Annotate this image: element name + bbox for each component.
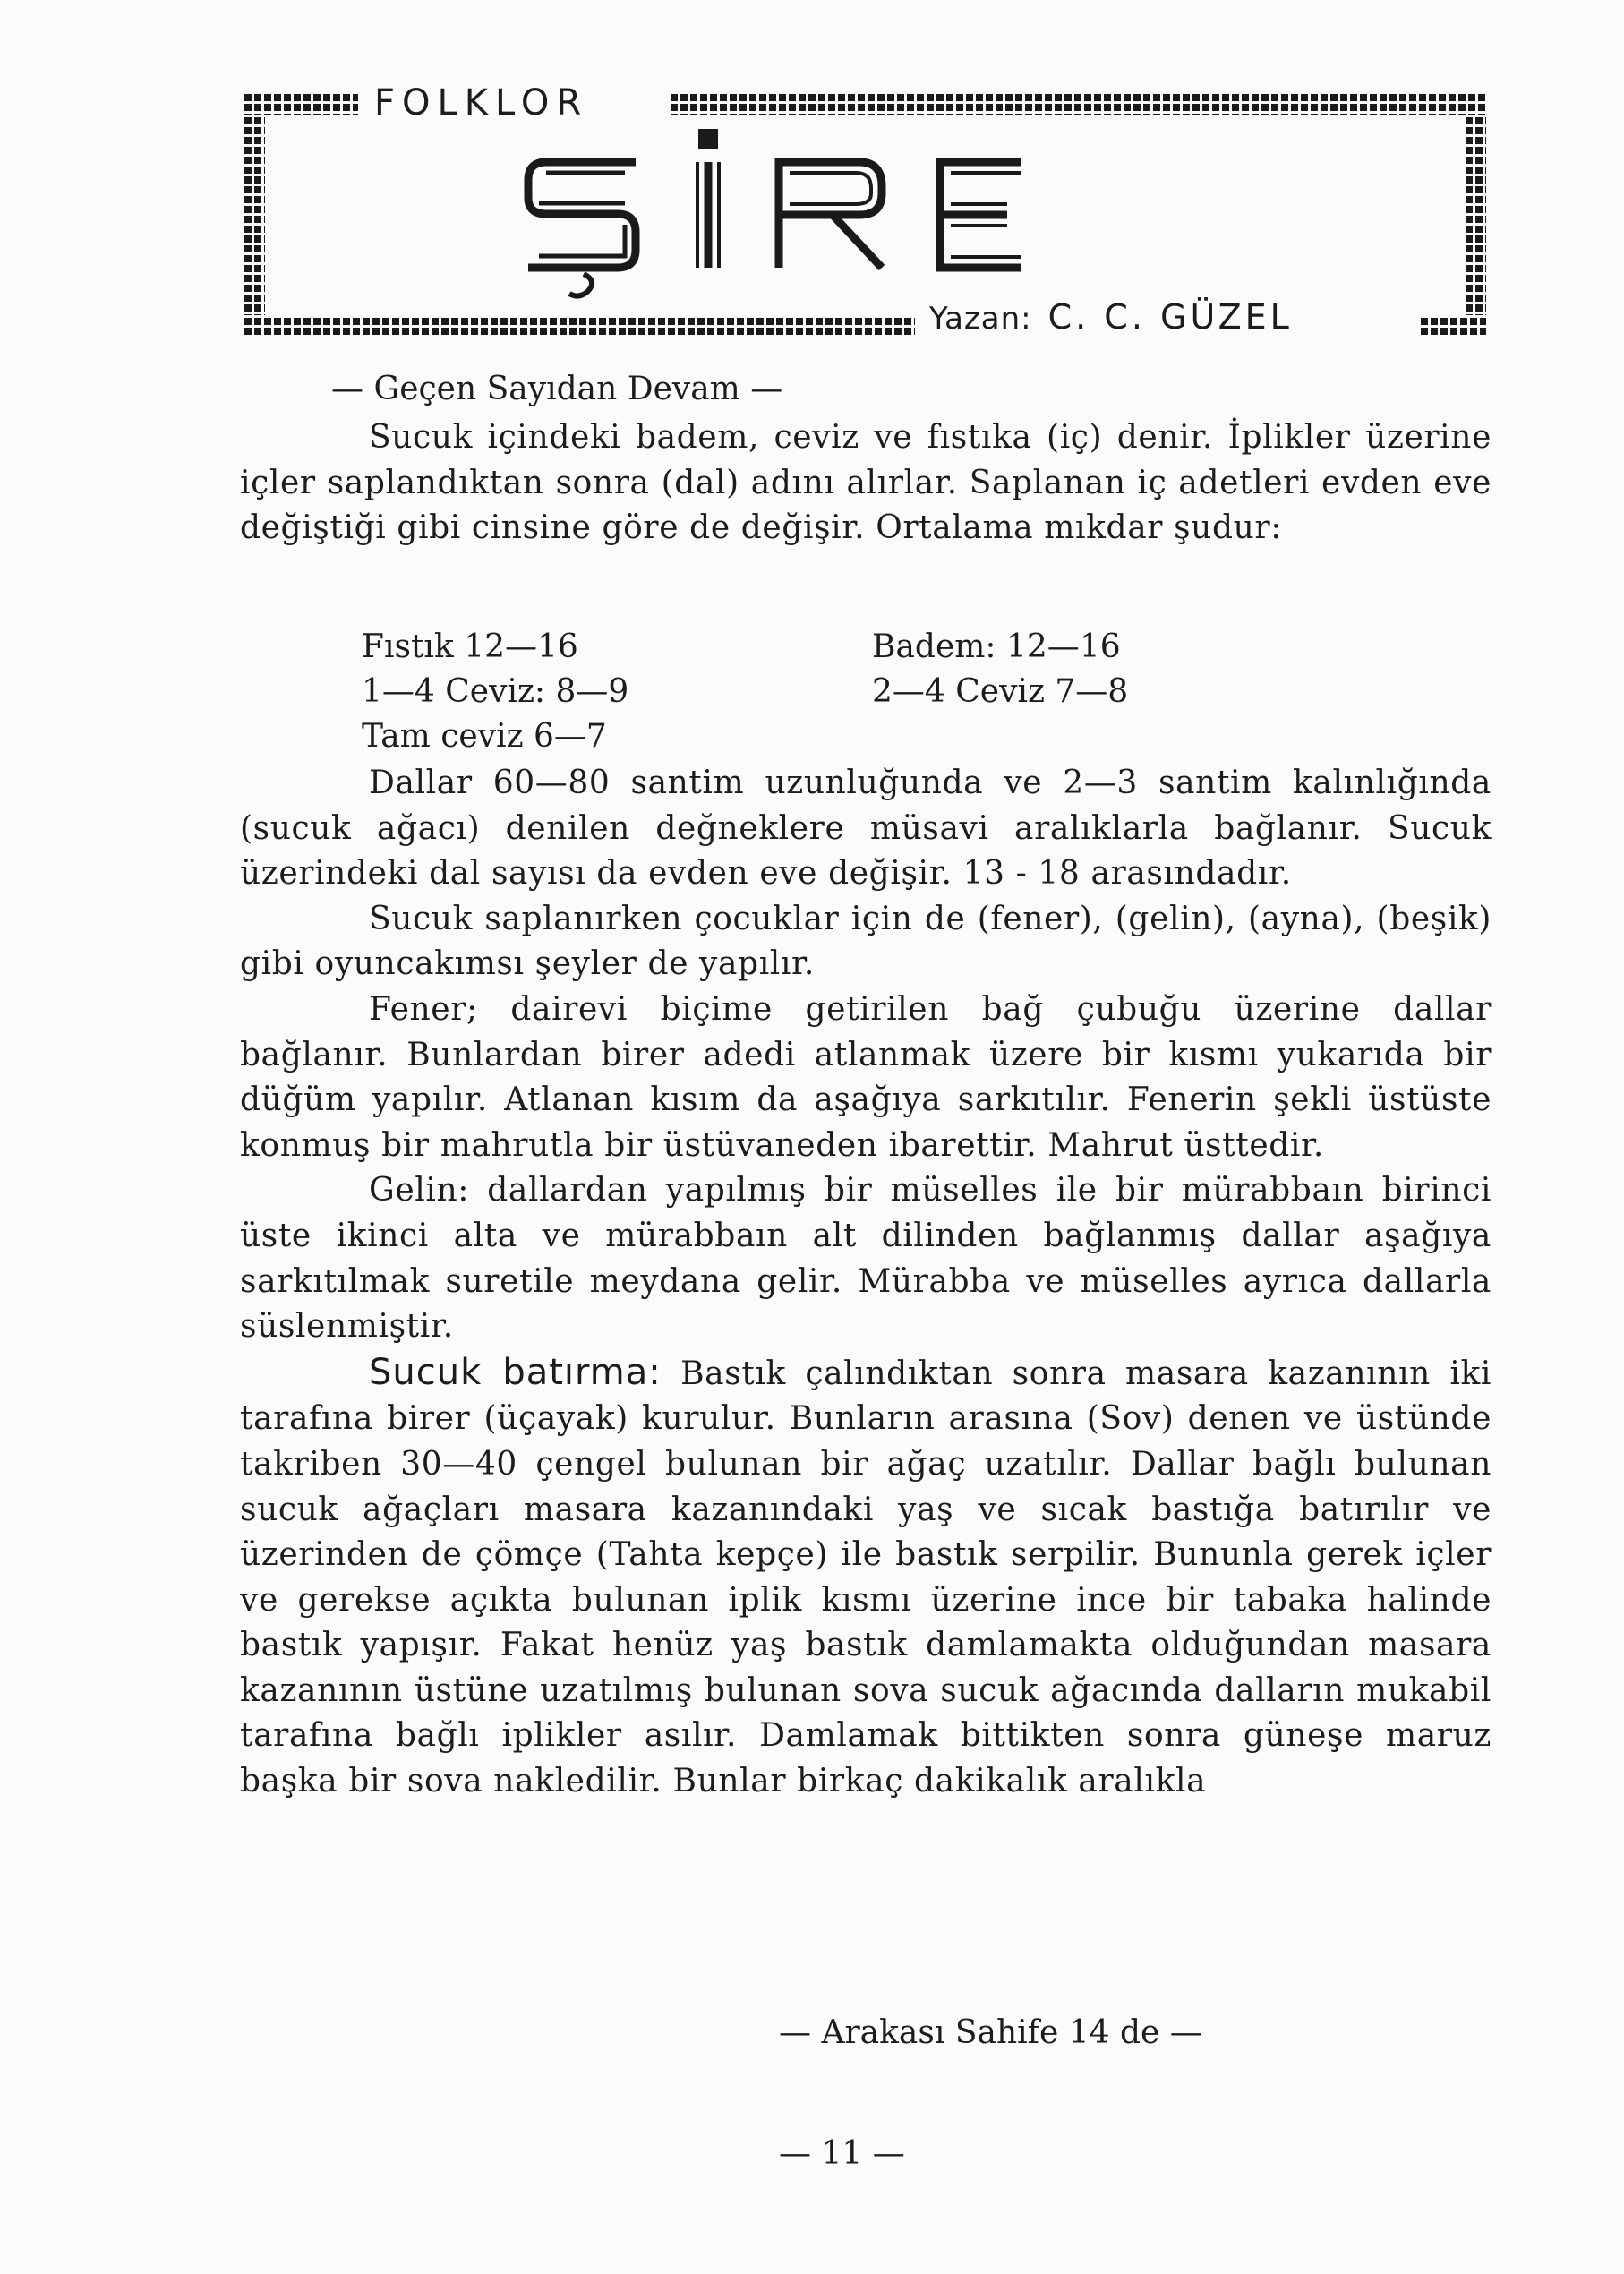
intro-paragraph: Sucuk içindeki badem, ceviz ve fıstıka (iç) denir. İplikler üzerine içler saplandıktan sonra (dal) adını alırlar. Saplanan iç adetleri evden eve değiştiği gibi cinsine göre de değişir. Ortalama mıkdar şudur: xyxy=(240,419,1492,547)
body-paragraph: Gelin: dallardan yapılmış bir müselles ile bir mürabbaın birinci üste ikinci alta ve mürabbaın alt dilinden bağlanmış dallar aşağıya sarkıtılmak suretile meydana gelir. Mürabba ve müselles ayrıca dallarla süslenmiştir. xyxy=(240,1172,1492,1346)
section-label: FOLKLOR xyxy=(374,82,589,124)
intro-paragraph-block xyxy=(240,415,1492,551)
title-lettering xyxy=(519,122,1074,301)
author-name: C. C. GÜZEL xyxy=(1047,297,1293,337)
frame-border-bottom-left xyxy=(242,315,915,338)
body-paragraph: Sucuk saplanırken çocuklar için de (fener), (gelin), (ayna), (beşik) gibi oyuncakımsı şeyler de yapılır. xyxy=(240,900,1492,983)
quantity-table xyxy=(362,625,1346,759)
page-number: — 11 — xyxy=(779,2135,905,2172)
header-frame xyxy=(242,82,1486,338)
article-title xyxy=(519,122,1074,301)
quantity-row xyxy=(362,670,1346,714)
article-body xyxy=(240,761,1492,1805)
quantity-row xyxy=(362,714,1346,759)
frame-border-right xyxy=(1463,115,1486,315)
quantity-cell: Fıstık 12—16 xyxy=(362,628,578,665)
quantity-cell: 2—4 Ceviz 7—8 xyxy=(872,673,1129,710)
author-line xyxy=(929,297,1293,337)
batirma-paragraph xyxy=(240,1350,1492,1805)
batirma-heading: Sucuk batırma: xyxy=(369,1351,662,1393)
quantity-cell: Badem: 12—16 xyxy=(872,628,1121,665)
quantity-cell: Tam ceviz 6—7 xyxy=(362,718,607,755)
quantity-cell: 1—4 Ceviz: 8—9 xyxy=(362,673,629,710)
quantity-row xyxy=(362,625,1346,670)
frame-border-bottom-right xyxy=(1418,315,1486,338)
body-paragraph: Fener; dairevi biçime getirilen bağ çubuğu üzerine dallar bağlanır. Bunlardan birer adedi atlanmak üzere bir kısmı yukarıda bir düğüm yapılır. Atlanan kısım da aşağıya sarkıtılır. Fenerin şekli üstüste konmuş bir mahrutla bir üstüvaneden ibarettir. Mahrut üsttedir. xyxy=(240,990,1492,1164)
body-paragraph: Dallar 60—80 santim uzunluğunda ve 2—3 santim kalınlığında (sucuk ağacı) denilen değneklere müsavi aralıklarla bağlanır. Sucuk üzerindeki dal sayısı da evden eve değişir. 13 - 18 arasındadır. xyxy=(240,765,1492,893)
frame-border-left xyxy=(242,115,265,315)
continued-note: — Arakası Sahife 14 de — xyxy=(779,2014,1202,2051)
frame-border-top-right xyxy=(668,91,1486,115)
author-prefix: Yazan: xyxy=(929,301,1032,337)
batirma-text: Bastık çalındıktan sonra masara kazanının iki tarafına birer (üçayak) kurulur. Bunların arasına (Sov) denen ve üstünde takriben 30—40 çengel bulunan bir ağaç uzatılır. Dallar bağlı bulunan sucuk ağaçları masara kazanındaki yaş ve sıcak bastığa batırılır ve üzerinden de çömçe (Tahta kepçe) ile bastık serpilir. Bununla gerek içler ve gerekse açıkta bulunan iplik kısmı üzerine ince bir tabaka halinde bastık yapışır. Fakat henüz yaş bastık damlamakta olduğundan masara kazanının üstüne uzatılmış bulunan sova sucuk ağacında dalların mukabil tarafına bağlı iplikler asılır. Damlamak bittikten sonra güneşe maruz başka bir sova nakledilir. Bunlar birkaç dakikalık aralıkla xyxy=(240,1355,1492,1800)
continuation-note: — Geçen Sayıdan Devam — xyxy=(331,371,783,407)
frame-border-top-left xyxy=(242,91,358,115)
